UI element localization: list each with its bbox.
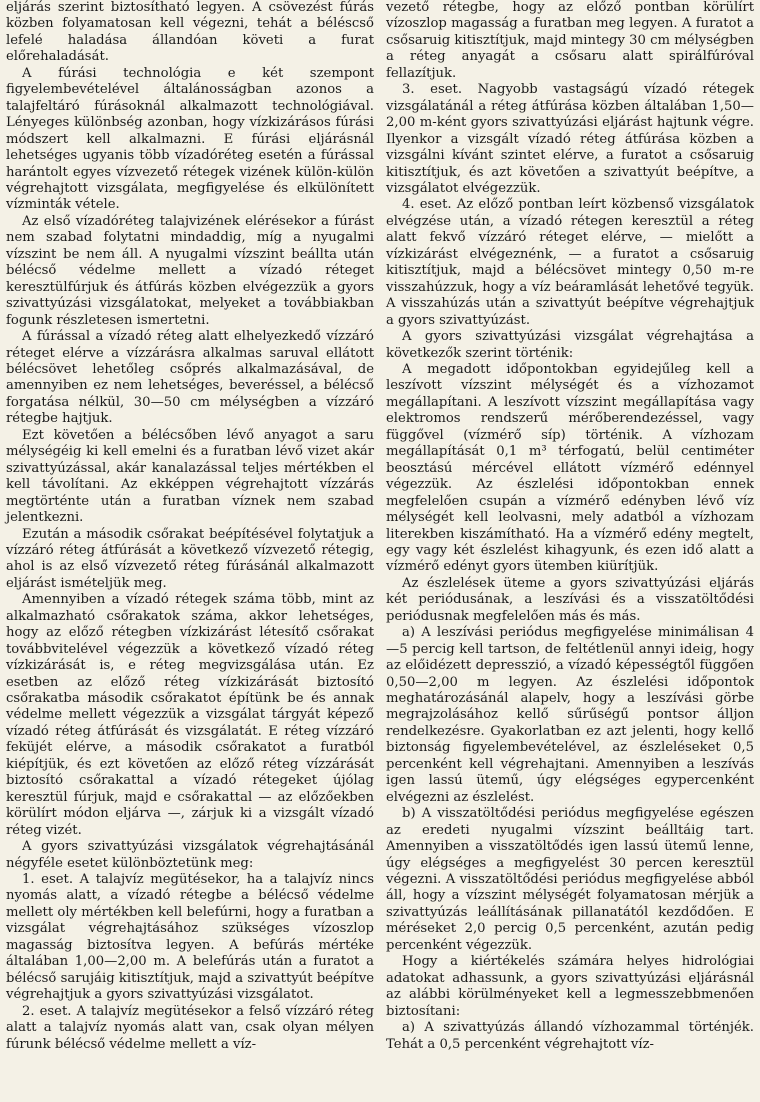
paragraph: A gyors szivattyúzási vizsgálatok végrehajtásánál négyféle esetet különböztetünk meg: <box>6 839 374 871</box>
right-column <box>386 0 754 1053</box>
paragraph: A fúrási technológia e két szempont figyelembevételével általánosságban azonos a talajfeltáró fúrásoknál alkalmazott technológiával. Lényeges különbség azonban, hogy vízkizárásos fúrási módszert kell alkalmazni. E fúrási eljárásnál lehetséges ugyanis több vízadóréteg esetén a fúrással harántolt egyes vízvezető rétegek vizének külön-külön végrehajtott vizsgálata, megfigyelése és elkülönített vízminták vétele. <box>6 65 374 213</box>
paragraph: 1. eset. A talajvíz megütésekor, ha a talajvíz nincs nyomás alatt, a vízadó rétegbe a bélécső védelme mellett oly mértékben kell belefúrni, hogy a furatban a vizsgálat végrehajtásához szükséges vízoszlop magasság biztosítva legyen. A befúrás mértéke általában 1,00—2,00 m. A belefúrás után a furatot a bélécső sarujáig kitisztítjuk, majd a szivattyút beépítve végrehajtjuk a gyors szivattyúzási vizsgálatot. <box>6 872 374 1003</box>
paragraph: vezető rétegbe, hogy az előző pontban körülírt vízoszlop magasság a furatban meg legyen. A furatot a csősaruig kitisztítjuk, majd mintegy 30 cm mélységben a réteg anyagát a csősaru alatt spirálfúróval fellazítjuk. <box>386 0 754 81</box>
paragraph: Az észlelések üteme a gyors szivattyúzási eljárás két periódusának, a leszívási és a visszatöltődési periódusnak megfelelően más és más. <box>386 575 754 624</box>
paragraph: Hogy a kiértékelés számára helyes hidrológiai adatokat adhassunk, a gyors szivattyúzási eljárásnál az alábbi körülményeket kell a legmesszebbmenően biztosítani: <box>386 954 754 1019</box>
paragraph: b) A visszatöltődési periódus megfigyelése egészen az eredeti nyugalmi vízszint beálltáig tart. Amennyiben a visszatöltődés igen lassú ütemű lenne, úgy elégséges a megfigyelést 30 percen keresztül végezni. A visszatöltődési periódus megfigyelése abból áll, hogy a vízszint mélységét folyamatosan mérjük a szivattyúzás leállításának pillanatától kezdődően. E méréseket 2,0 percig 0,5 percenként, azután pedig percenként végezzük. <box>386 806 754 953</box>
left-column <box>6 0 374 1053</box>
paragraph: Amennyiben a vízadó rétegek száma több, mint az alkalmazható csőrakatok száma, akkor lehetséges, hogy az előző rétegben vízkizárást létesítő csőrakat továbbvitelével végezzük a következő vízadó réteg vízkizárását is, e réteg megvizsgálása után. Ez esetben az előző réteg vízkizárását biztosító csőrakatba második csőrakatot építünk be és annak védelme mellett végezzük a vizsgálat tárgyát képező vízadó réteg átfúrását és vizsgálatát. E réteg vízzáró feküjét elérve, a második csőrakatot a furatból kiépítjük, és ezt követően az előző réteg vízzárását biztosító csőrakattal a vízadó rétegeket újólag keresztül fúrjuk, majd e csőrakattal — az előzőekben körülírt módon eljárva —, zárjuk ki a vizsgált vízadó réteg vizét. <box>6 592 374 838</box>
paragraph: a) A leszívási periódus megfigyelése minimálisan 4—5 percig kell tartson, de feltétlenül annyi ideig, hogy az előidézett depresszió, a vízadó képességtől függően 0,50—2,00 m legyen. Az észlelési időpontok meghatározásánál alapelv, hogy a leszívási görbe megrajzolásához kellő sűrűségű pontsor álljon rendelkezésre. Gyakorlatban ez azt jelenti, hogy kellő biztonság figyelembevételével, az észleléseket 0,5 percenként kell végrehajtani. Amennyiben a leszívás igen lassú ütemű, úgy elégséges egypercenként elvégezni az észlelést. <box>386 625 754 805</box>
paragraph: 3. eset. Nagyobb vastagságú vízadó rétegek vizsgálatánál a réteg átfúrása közben általában 1,50—2,00 m-ként gyors szivattyúzási eljárást hajtunk végre. Ilyenkor a vizsgált vízadó réteg átfúrása közben a vizsgálni kívánt szintet elérve, a furatot a csősaruig kitisztítjuk, és azt követően a szivattyút beépítve, a vizsgálatot elvégezzük. <box>386 82 754 196</box>
paragraph: a) A szivattyúzás állandó vízhozammal történjék. Tehát a 0,5 percenként végrehajtott víz- <box>386 1020 754 1052</box>
paragraph: Ezután a második csőrakat beépítésével folytatjuk a vízzáró réteg átfúrását a következő vízvezető rétegig, ahol is az első vízvezető réteg fúrásánál alkalmazott eljárást ismételjük meg. <box>6 526 374 591</box>
paragraph: A fúrással a vízadó réteg alatt elhelyezkedő vízzáró réteget elérve a vízzárásra alkalmas saruval ellátott bélécsövet lehetőleg csőprés alkalmazásával, de amennyiben ez nem lehetséges, beveréssel, a bélécső forgatása nélkül, 30—50 cm mélységben a vízzáró rétegbe hajtjuk. <box>6 329 374 427</box>
paragraph: Az első vízadóréteg talajvizének elérésekor a fúrást nem szabad folytatni mindaddig, míg a nyugalmi vízszint be nem áll. A nyugalmi vízszint beállta után bélécső védelme mellett a vízadó réteget keresztülfúrjuk és átfúrás közben elvégezzük a gyors szivattyúzási vizsgálatokat, melyeket a továbbiakban fogunk részletesen ismertetni. <box>6 213 374 328</box>
paragraph: 4. eset. Az előző pontban leírt közbenső vizsgálatok elvégzése után, a vízadó rétegen keresztül a réteg alatt fekvő vízzáró réteget elérve, — mielőtt a vízkizárást elvégeznénk, — a furatot a csősaruig kitisztítjuk, majd a bélécsövet mintegy 0,50 m-re visszahúzzuk, hogy a víz beáramlását lehetővé tegyük. A visszahúzás után a szivattyút beépítve végrehajtjuk a gyors szivattyúzást. <box>386 197 754 328</box>
paragraph: Ezt követően a bélécsőben lévő anyagot a saru mélységéig ki kell emelni és a furatban lévő vizet akár szivattyúzással, akár kanalazással teljes mértékben el kell távolítani. Az ekképpen végrehajtott vízzárás megtörténte után a furatban víznek nem szabad jelentkezni. <box>6 427 374 526</box>
paragraph: A gyors szivattyúzási vizsgálat végrehajtása a következők szerint történik: <box>386 329 754 361</box>
paragraph: 2. eset. A talajvíz megütésekor a felső vízzáró réteg alatt a talajvíz nyomás alatt van, csak olyan mélyen fúrunk bélécső védelme mellett a víz- <box>6 1003 374 1052</box>
paragraph: A megadott időpontokban egyidejűleg kell a leszívott vízszint mélységét és a vízhozamot megállapítani. A leszívott vízszint megállapítása vagy elektromos rendszerű mérőberendezéssel, vagy függővel (vízmérő síp) történik. A vízhozam megállapítását 0,1 m³ térfogatú, belül centiméter beosztású mércével ellátott vízmérő edénnyel végezzük. Az észlelési időpontokban ennek megfelelően csupán a vízmérő edényben lévő víz mélységét kell leolvasni, mely adatból a vízhozam literekben kiszámítható. Ha a vízmérő edény megtelt, egy vagy két észlelést kihagyunk, és ezen idő alatt a vízmérő edényt gyors ütemben kiürítjük. <box>386 361 754 575</box>
paragraph: eljárás szerint biztosítható legyen. A csövezést fúrás közben folyamatosan kell végezni, tehát a béléscső lefelé haladása állandóan követi a furat előrehaladását. <box>6 0 374 65</box>
